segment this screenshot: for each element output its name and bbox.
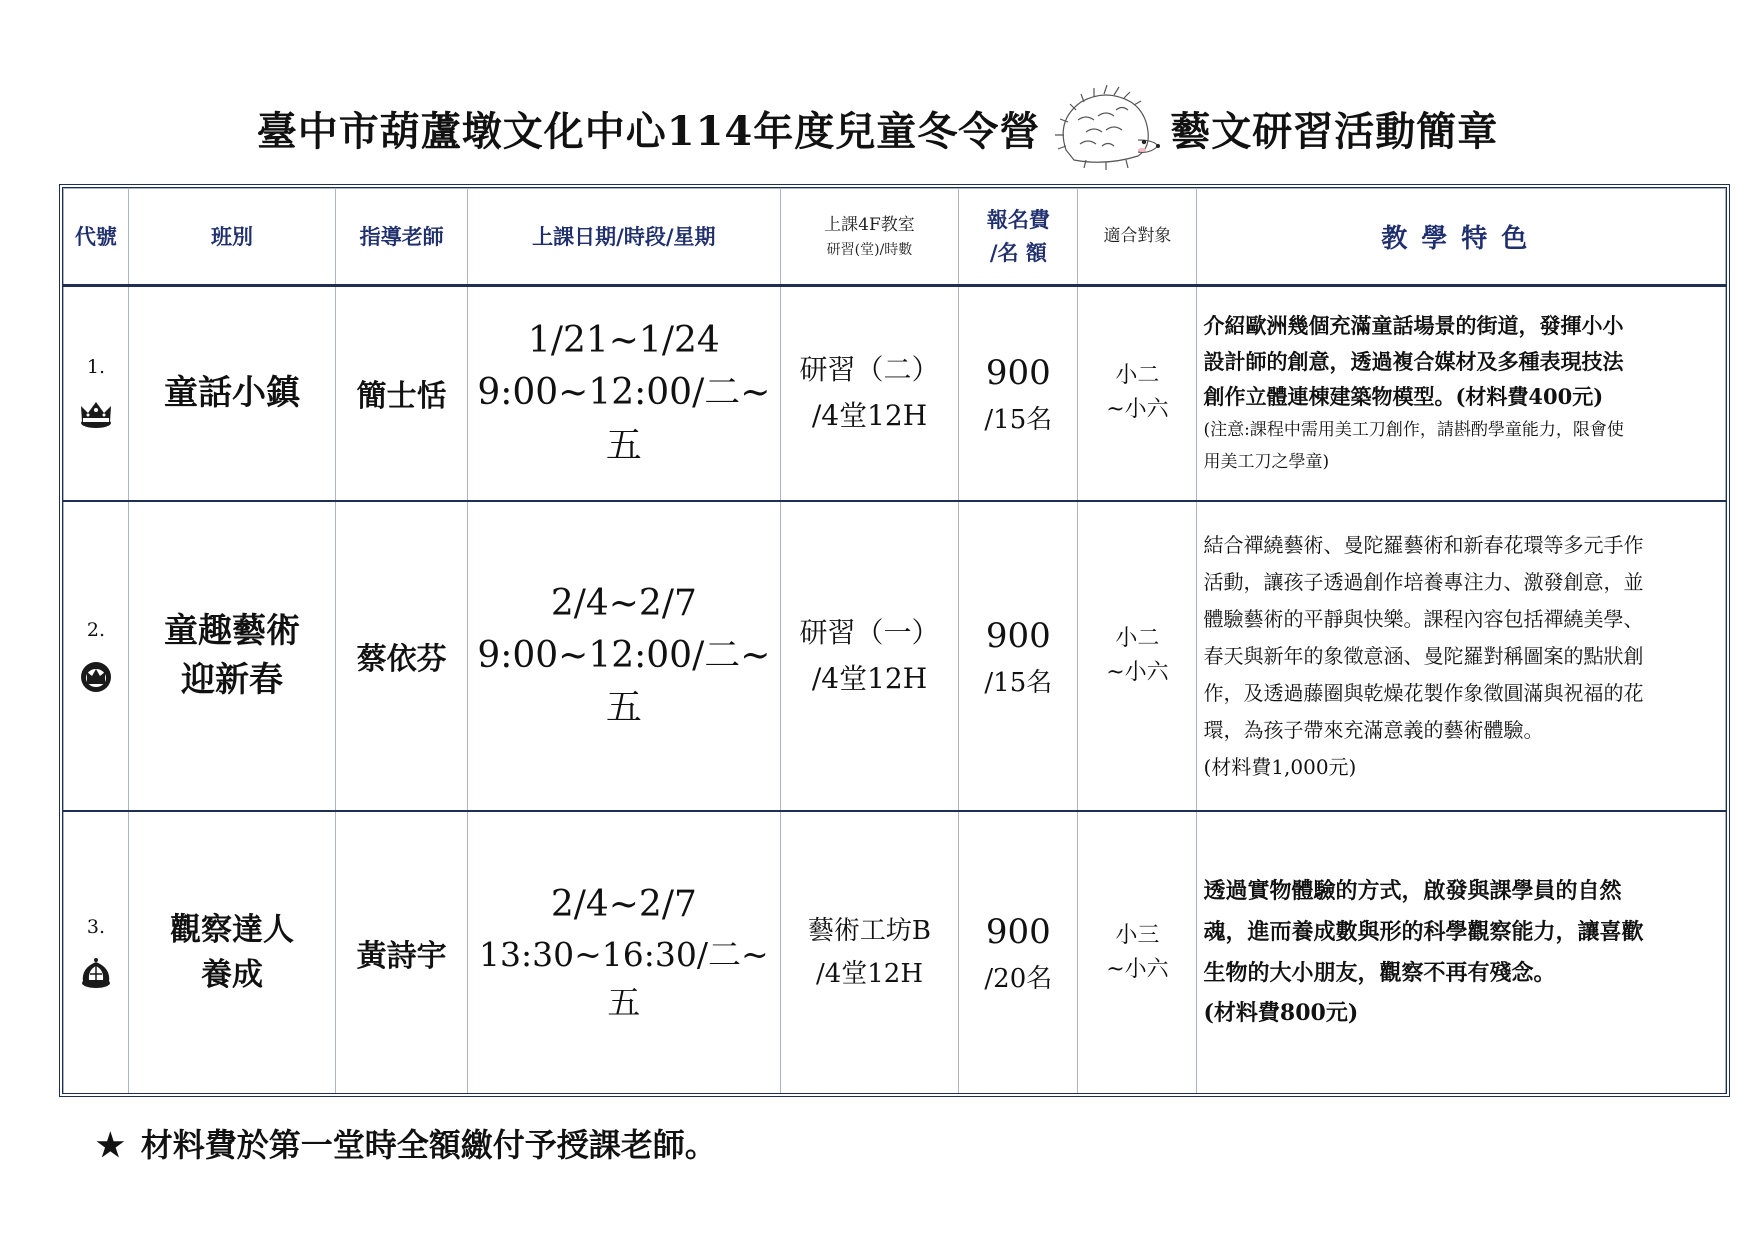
course-schedule	[468, 811, 781, 1093]
header-class: 班別	[128, 189, 335, 286]
course-target-line2: ~小六	[1106, 660, 1169, 686]
desc-line: 生物的大小朋友，觀察不再有殘念。	[1203, 959, 1556, 986]
course-code-cell	[64, 501, 129, 811]
desc-line: 結合禪繞藝術、曼陀羅藝術和新春花環等多元手作	[1203, 532, 1644, 557]
desc-note-line: 用美工刀之學童)	[1203, 452, 1330, 473]
desc-line: (材料費1,000元)	[1203, 754, 1357, 779]
course-description	[1197, 285, 1726, 501]
header-room	[780, 189, 959, 286]
desc-line: (材料費800元)	[1203, 1000, 1359, 1027]
desc-line: 活動，讓孩子透過創作培養專注力、激發創意，並	[1203, 569, 1644, 594]
course-quota: /20名	[984, 963, 1053, 994]
header-code: 代號	[64, 189, 129, 286]
course-fee	[959, 811, 1078, 1093]
course-schedule	[468, 285, 781, 501]
course-target-line1: 小二	[1115, 626, 1160, 652]
course-name	[128, 811, 335, 1093]
desc-line: 設計師的創意，透過複合媒材及多種表現技法	[1203, 348, 1624, 374]
course-fee	[959, 501, 1078, 811]
title-right: 藝文研習活動簡章	[1170, 107, 1499, 155]
desc-line: 作，及透過藤圈與乾燥花製作象徵圓滿與祝福的花	[1203, 680, 1644, 705]
crown-icon	[78, 956, 114, 990]
header-schedule: 上課日期/時段/星期	[468, 189, 781, 286]
course-room-name: 藝術工坊B	[807, 915, 932, 946]
desc-note-line: (注意:課程中需用美工刀創作，請斟酌學童能力，限會使	[1203, 420, 1624, 441]
table-row	[64, 811, 1726, 1093]
course-target-line1: 小三	[1115, 922, 1160, 948]
course-target	[1078, 285, 1197, 501]
header-target: 適合對象	[1078, 189, 1197, 286]
table-row	[64, 501, 1726, 811]
footer-note	[96, 1120, 717, 1166]
course-quota: /15名	[984, 404, 1053, 435]
title-left: 臺中市葫蘆墩文化中心114年度兒童冬令營	[256, 107, 1041, 155]
header-fee	[959, 189, 1078, 286]
course-code-cell	[64, 811, 129, 1093]
course-target-line2: ~小六	[1106, 956, 1169, 982]
desc-line: 透過實物體驗的方式，啟發與課學員的自然	[1203, 878, 1622, 905]
course-code: 2.	[86, 619, 105, 642]
course-code-cell	[64, 285, 129, 501]
course-room-name: 研習（一）	[799, 616, 940, 650]
course-time: 13:30~16:30/二~五	[479, 934, 769, 1022]
course-room-name: 研習（二）	[799, 353, 940, 387]
course-description	[1197, 501, 1726, 811]
course-sessions: /4堂12H	[811, 399, 928, 433]
course-teacher: 蔡依芬	[336, 501, 468, 811]
desc-line: 介紹歐洲幾個充滿童話場景的街道，發揮小小	[1203, 313, 1624, 339]
desc-line: 創作立體連棟建築物模型。(材料費400元)	[1203, 383, 1604, 409]
header-fee-line1: 報名費	[986, 206, 1050, 232]
course-teacher: 黃詩宇	[336, 811, 468, 1093]
desc-line: 春天與新年的象徵意涵、曼陀羅對稱圖案的點狀創	[1203, 643, 1644, 668]
header-features: 教學特色	[1197, 189, 1726, 286]
table-header	[64, 189, 1726, 286]
course-fee-amount: 900	[985, 912, 1051, 953]
course-quota: /15名	[984, 667, 1053, 698]
course-name-line: 養成	[201, 956, 264, 993]
course-schedule	[468, 501, 781, 811]
course-date: 2/4~2/7	[550, 583, 697, 625]
desc-line: 環，為孩子帶來充滿意義的藝術體驗。	[1203, 717, 1544, 742]
footer-text: 材料費於第一堂時全額繳付予授課老師。	[140, 1126, 717, 1164]
course-name-line: 童話小鎮	[164, 372, 301, 413]
course-name	[128, 285, 335, 501]
header-room-line2: 研習(堂)/時數	[826, 241, 913, 258]
desc-line: 魂，進而養成數與形的科學觀察能力，讓喜歡	[1203, 918, 1644, 945]
crown-icon	[78, 659, 114, 693]
header-teacher: 指導老師	[336, 189, 468, 286]
course-sessions: /4堂12H	[815, 958, 923, 989]
page-title	[0, 78, 1755, 178]
course-time: 9:00~12:00/二~五	[477, 372, 771, 466]
course-code: 3.	[86, 915, 105, 938]
course-time: 9:00~12:00/二~五	[477, 635, 771, 729]
crown-icon	[78, 396, 114, 430]
course-description	[1197, 811, 1726, 1093]
course-fee-amount: 900	[985, 352, 1051, 393]
star-icon: ★	[96, 1126, 125, 1164]
course-room	[780, 501, 959, 811]
course-table	[59, 184, 1730, 1097]
course-fee-amount: 900	[985, 615, 1051, 656]
course-name-line: 童趣藝術	[164, 611, 301, 652]
table-row	[64, 285, 1726, 501]
header-fee-line2: /名 額	[989, 240, 1047, 266]
course-fee	[959, 285, 1078, 501]
header-room-line1: 上課4F教室	[824, 214, 915, 235]
desc-line: 體驗藝術的平靜與快樂。課程內容包括禪繞美學、	[1203, 606, 1644, 631]
course-date: 1/21~1/24	[527, 320, 720, 362]
course-date: 2/4~2/7	[550, 883, 697, 925]
hedgehog-icon	[1046, 80, 1164, 176]
course-room	[780, 811, 959, 1093]
course-target	[1078, 811, 1197, 1093]
course-sessions: /4堂12H	[811, 662, 928, 696]
course-target-line1: 小二	[1115, 363, 1160, 389]
course-code: 1.	[86, 356, 105, 379]
course-target-line2: ~小六	[1106, 397, 1169, 423]
course-target	[1078, 501, 1197, 811]
course-room	[780, 285, 959, 501]
course-name	[128, 501, 335, 811]
course-teacher: 簡士恬	[336, 285, 468, 501]
course-name-line: 觀察達人	[170, 911, 295, 948]
course-name-line: 迎新春	[181, 660, 284, 701]
